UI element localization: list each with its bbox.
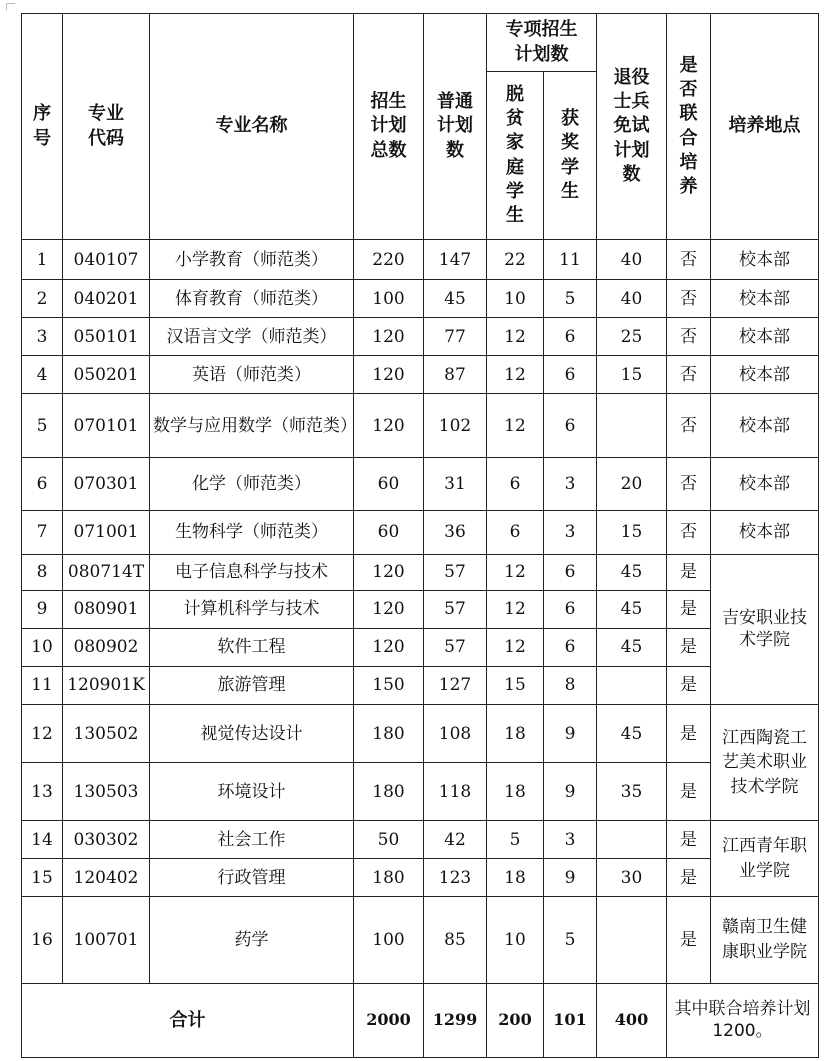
header-general: 普通计划数 [424, 14, 487, 240]
table-row [22, 590, 819, 628]
cell-veteran: 30 [597, 859, 667, 897]
cell-award: 9 [544, 705, 597, 763]
cell-total: 120 [354, 394, 424, 458]
cell-name: 社会工作 [150, 821, 354, 859]
cell-veteran: 45 [597, 705, 667, 763]
cell-seq: 7 [22, 510, 63, 554]
cell-seq: 5 [22, 394, 63, 458]
cell-award: 3 [544, 458, 597, 510]
cell-code: 070101 [63, 394, 150, 458]
cell-joint: 否 [667, 356, 711, 394]
cell-total: 60 [354, 458, 424, 510]
header-name: 专业名称 [150, 14, 354, 240]
cell-name: 药学 [150, 897, 354, 983]
cell-veteran: 35 [597, 763, 667, 821]
cell-award: 6 [544, 628, 597, 666]
cell-place: 校本部 [711, 394, 819, 458]
cell-award: 5 [544, 280, 597, 318]
cell-code: 070301 [63, 458, 150, 510]
totals-row [22, 983, 819, 1057]
cell-poor: 6 [487, 458, 544, 510]
cell-award: 8 [544, 666, 597, 704]
cell-code: 130503 [63, 763, 150, 821]
cell-name: 体育教育（师范类） [150, 280, 354, 318]
cell-total: 120 [354, 554, 424, 590]
table-row [22, 394, 819, 458]
cell-poor: 12 [487, 318, 544, 356]
header-poor: 脱贫家庭学生 [487, 72, 544, 240]
cell-name: 英语（师范类） [150, 356, 354, 394]
cell-total: 150 [354, 666, 424, 704]
cell-seq: 1 [22, 240, 63, 280]
cell-award: 6 [544, 590, 597, 628]
cell-poor: 6 [487, 510, 544, 554]
table-row [22, 705, 819, 763]
table-row [22, 240, 819, 280]
cell-general: 87 [424, 356, 487, 394]
cell-award: 11 [544, 240, 597, 280]
cell-general: 36 [424, 510, 487, 554]
cell-code: 040107 [63, 240, 150, 280]
cell-name: 行政管理 [150, 859, 354, 897]
total-label: 合计 [22, 983, 354, 1057]
cell-total: 220 [354, 240, 424, 280]
table-row [22, 280, 819, 318]
cell-veteran: 40 [597, 240, 667, 280]
cell-name: 旅游管理 [150, 666, 354, 704]
cell-award: 6 [544, 394, 597, 458]
cell-total: 100 [354, 280, 424, 318]
cell-name: 数学与应用数学（师范类） [150, 394, 354, 458]
cell-veteran [597, 394, 667, 458]
cell-seq: 11 [22, 666, 63, 704]
cell-veteran: 45 [597, 554, 667, 590]
cell-code: 120402 [63, 859, 150, 897]
cell-code: 050101 [63, 318, 150, 356]
cell-name: 环境设计 [150, 763, 354, 821]
cell-seq: 8 [22, 554, 63, 590]
cell-code: 080902 [63, 628, 150, 666]
cell-seq: 3 [22, 318, 63, 356]
cell-place-merged-jian: 吉安职业技术学院 [711, 554, 819, 704]
cell-total: 60 [354, 510, 424, 554]
cell-general: 118 [424, 763, 487, 821]
cell-poor: 18 [487, 763, 544, 821]
header-veteran: 退役士兵免试计划数 [597, 14, 667, 240]
cell-code: 071001 [63, 510, 150, 554]
cell-general: 123 [424, 859, 487, 897]
total-note: 其中联合培养计划 1200。 [667, 983, 819, 1057]
cell-seq: 16 [22, 897, 63, 983]
cell-seq: 9 [22, 590, 63, 628]
cell-total: 50 [354, 821, 424, 859]
table-row [22, 458, 819, 510]
cell-code: 050201 [63, 356, 150, 394]
header-special: 专项招生计划数 [487, 14, 597, 72]
total-general: 1299 [424, 983, 487, 1057]
cell-name: 计算机科学与技术 [150, 590, 354, 628]
cell-poor: 12 [487, 554, 544, 590]
total-poor: 200 [487, 983, 544, 1057]
cell-joint: 否 [667, 318, 711, 356]
cell-joint: 是 [667, 590, 711, 628]
cell-place-merged-ceramic: 江西陶瓷工艺美术职业技术学院 [711, 705, 819, 821]
table-row [22, 510, 819, 554]
cell-joint: 否 [667, 394, 711, 458]
cell-code: 100701 [63, 897, 150, 983]
cell-veteran [597, 821, 667, 859]
cell-veteran: 25 [597, 318, 667, 356]
cell-general: 102 [424, 394, 487, 458]
cell-seq: 12 [22, 705, 63, 763]
cell-code: 130502 [63, 705, 150, 763]
cell-name: 软件工程 [150, 628, 354, 666]
cell-veteran [597, 666, 667, 704]
cell-code: 040201 [63, 280, 150, 318]
cell-poor: 18 [487, 705, 544, 763]
header-award: 获奖学生 [544, 72, 597, 240]
enrollment-plan-table [21, 13, 819, 1058]
cell-joint: 是 [667, 628, 711, 666]
total-veteran: 400 [597, 983, 667, 1057]
cell-total: 120 [354, 590, 424, 628]
cell-joint: 是 [667, 821, 711, 859]
cell-joint: 是 [667, 897, 711, 983]
cell-veteran: 40 [597, 280, 667, 318]
cell-general: 57 [424, 590, 487, 628]
cell-joint: 否 [667, 510, 711, 554]
cell-name: 小学教育（师范类） [150, 240, 354, 280]
cell-joint: 是 [667, 554, 711, 590]
cell-name: 化学（师范类） [150, 458, 354, 510]
cell-award: 3 [544, 510, 597, 554]
cell-name: 生物科学（师范类） [150, 510, 354, 554]
cell-seq: 2 [22, 280, 63, 318]
cell-general: 108 [424, 705, 487, 763]
cell-award: 9 [544, 763, 597, 821]
cell-veteran: 15 [597, 356, 667, 394]
table-row [22, 666, 819, 704]
cell-veteran: 45 [597, 590, 667, 628]
cell-place: 赣南卫生健康职业学院 [711, 897, 819, 983]
cell-total: 180 [354, 859, 424, 897]
cell-place: 校本部 [711, 240, 819, 280]
cell-seq: 15 [22, 859, 63, 897]
cell-award: 6 [544, 318, 597, 356]
cell-total: 120 [354, 318, 424, 356]
cell-total: 180 [354, 763, 424, 821]
table-row [22, 897, 819, 983]
table-row [22, 763, 819, 821]
cell-seq: 4 [22, 356, 63, 394]
cell-general: 42 [424, 821, 487, 859]
cell-name: 汉语言文学（师范类） [150, 318, 354, 356]
cell-total: 120 [354, 628, 424, 666]
cell-general: 147 [424, 240, 487, 280]
cell-general: 127 [424, 666, 487, 704]
cell-seq: 13 [22, 763, 63, 821]
cell-veteran: 20 [597, 458, 667, 510]
cell-place: 校本部 [711, 280, 819, 318]
cell-joint: 是 [667, 859, 711, 897]
cell-award: 6 [544, 554, 597, 590]
cell-total: 120 [354, 356, 424, 394]
cell-joint: 否 [667, 240, 711, 280]
cell-general: 57 [424, 554, 487, 590]
total-award: 101 [544, 983, 597, 1057]
cell-general: 31 [424, 458, 487, 510]
cell-poor: 12 [487, 628, 544, 666]
cell-total: 100 [354, 897, 424, 983]
total-sum: 2000 [354, 983, 424, 1057]
table-row [22, 318, 819, 356]
cell-general: 77 [424, 318, 487, 356]
cell-poor: 18 [487, 859, 544, 897]
cell-poor: 10 [487, 897, 544, 983]
cell-code: 080901 [63, 590, 150, 628]
cell-poor: 22 [487, 240, 544, 280]
cell-code: 030302 [63, 821, 150, 859]
cell-poor: 15 [487, 666, 544, 704]
cell-place: 校本部 [711, 458, 819, 510]
cell-general: 85 [424, 897, 487, 983]
table-row [22, 628, 819, 666]
cell-poor: 12 [487, 394, 544, 458]
cell-place: 校本部 [711, 318, 819, 356]
table-row [22, 554, 819, 590]
table-row [22, 859, 819, 897]
cell-place: 校本部 [711, 356, 819, 394]
cell-award: 6 [544, 356, 597, 394]
cell-code: 080714T [63, 554, 150, 590]
header-joint: 是否联合培养 [667, 14, 711, 240]
cell-general: 57 [424, 628, 487, 666]
cell-veteran [597, 897, 667, 983]
cell-veteran: 15 [597, 510, 667, 554]
table-row [22, 821, 819, 859]
cell-joint: 是 [667, 763, 711, 821]
cell-seq: 10 [22, 628, 63, 666]
header-seq: 序号 [22, 14, 63, 240]
cell-poor: 5 [487, 821, 544, 859]
cell-name: 视觉传达设计 [150, 705, 354, 763]
header-place: 培养地点 [711, 14, 819, 240]
cell-joint: 是 [667, 705, 711, 763]
header-row-1 [22, 14, 819, 72]
cell-award: 5 [544, 897, 597, 983]
cell-veteran: 45 [597, 628, 667, 666]
cell-general: 45 [424, 280, 487, 318]
table-row [22, 356, 819, 394]
header-total: 招生计划总数 [354, 14, 424, 240]
cell-joint: 否 [667, 458, 711, 510]
cell-poor: 12 [487, 590, 544, 628]
cell-joint: 是 [667, 666, 711, 704]
corner-mark [6, 3, 15, 10]
cell-poor: 10 [487, 280, 544, 318]
cell-joint: 否 [667, 280, 711, 318]
cell-code: 120901K [63, 666, 150, 704]
cell-place: 校本部 [711, 510, 819, 554]
cell-award: 9 [544, 859, 597, 897]
cell-name: 电子信息科学与技术 [150, 554, 354, 590]
cell-award: 3 [544, 821, 597, 859]
cell-poor: 12 [487, 356, 544, 394]
cell-seq: 6 [22, 458, 63, 510]
cell-place-merged-youth: 江西青年职业学院 [711, 821, 819, 897]
cell-seq: 14 [22, 821, 63, 859]
cell-total: 180 [354, 705, 424, 763]
header-code: 专业代码 [63, 14, 150, 240]
